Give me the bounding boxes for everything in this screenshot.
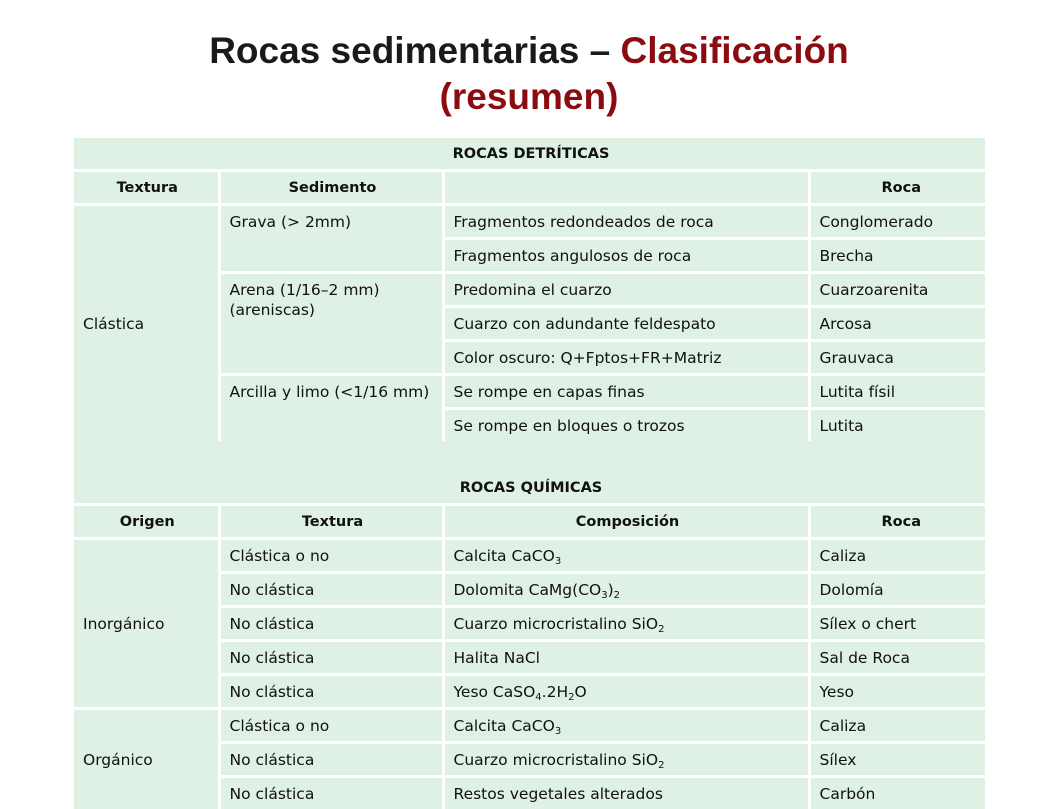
desc-cell: Fragmentos angulosos de roca [443,240,809,271]
table-row [74,710,985,741]
desc-cell: Fragmentos redondeados de roca [443,206,809,237]
sedimento-arena: Arena (1/16–2 mm) (areniscas) [219,274,443,373]
header-composicion: Composición [443,506,809,537]
composicion-cell: Restos vegetales alterados [443,778,809,809]
roca-cell: Yeso [809,676,985,707]
title-line2: (resumen) [439,76,619,117]
textura-cell: No clástica [219,574,443,605]
textura-cell: No clástica [219,676,443,707]
roca-cell: Caliza [809,540,985,571]
textura-cell: No clástica [219,608,443,639]
page-title [0,28,1058,120]
roca-cell: Carbón [809,778,985,809]
header-origen: Origen [74,506,219,537]
roca-cell: Arcosa [809,308,985,339]
desc-cell: Se rompe en bloques o trozos [443,410,809,441]
textura-cell: No clástica [219,744,443,775]
header-textura: Textura [219,506,443,537]
roca-cell: Brecha [809,240,985,271]
title-main: Rocas sedimentarias – [209,30,621,71]
roca-cell: Grauvaca [809,342,985,373]
sedimento-grava: Grava (> 2mm) [219,206,443,271]
header-roca: Roca [809,506,985,537]
composicion-cell: Halita NaCl [443,642,809,673]
composicion-cell: Calcita CaCO$_3$ [443,710,809,741]
origen-organico: Orgánico [74,710,219,809]
composicion-cell: Yeso $CaSO_4.2H_2O$ [443,676,809,707]
textura-cell: Clástica o no [219,710,443,741]
roca-cell: Sílex o chert [809,608,985,639]
origen-inorganico: Inorgánico [74,540,219,707]
roca-cell: Sal de Roca [809,642,985,673]
roca-cell: Sílex [809,744,985,775]
section-heading-quimicas [74,472,985,503]
table-row [74,206,985,237]
detriticas-header-row [74,172,985,203]
textura-cell: Clástica o no [219,540,443,571]
classification-table [74,138,985,809]
desc-cell: Se rompe en capas finas [443,376,809,407]
quimicas-header-row [74,506,985,537]
desc-cell: Cuarzo con adundante feldespato [443,308,809,339]
composicion-cell: Cuarzo microcristalino SiO$_2$ [443,608,809,639]
composicion-cell: Dolomita $CaMg(CO_3)_2$ [443,574,809,605]
quimicas-heading: ROCAS QUÍMICAS [74,472,985,503]
header-sedimento: Sedimento [219,172,443,203]
header-roca: Roca [809,172,985,203]
composicion-cell: Cuarzo microcristalino SiO$_2$ [443,744,809,775]
textura-clastica: Clástica [74,206,219,441]
desc-cell: Predomina el cuarzo [443,274,809,305]
roca-cell: Conglomerado [809,206,985,237]
textura-cell: No clástica [219,642,443,673]
roca-cell: Lutita físil [809,376,985,407]
table-row [74,540,985,571]
header-desc [443,172,809,203]
desc-cell: Color oscuro: Q+Fptos+FR+Matriz [443,342,809,373]
composicion-cell: Calcita CaCO$_3$ [443,540,809,571]
detriticas-heading: ROCAS DETRÍTICAS [74,138,985,169]
roca-cell: Cuarzoarenita [809,274,985,305]
sedimento-arcilla: Arcilla y limo (<1/16 mm) [219,376,443,441]
section-heading-detriticas [74,138,985,169]
header-textura: Textura [74,172,219,203]
roca-cell: Lutita [809,410,985,441]
textura-cell: No clástica [219,778,443,809]
roca-cell: Caliza [809,710,985,741]
title-accent: Clasificación [620,30,849,71]
roca-cell: Dolomía [809,574,985,605]
